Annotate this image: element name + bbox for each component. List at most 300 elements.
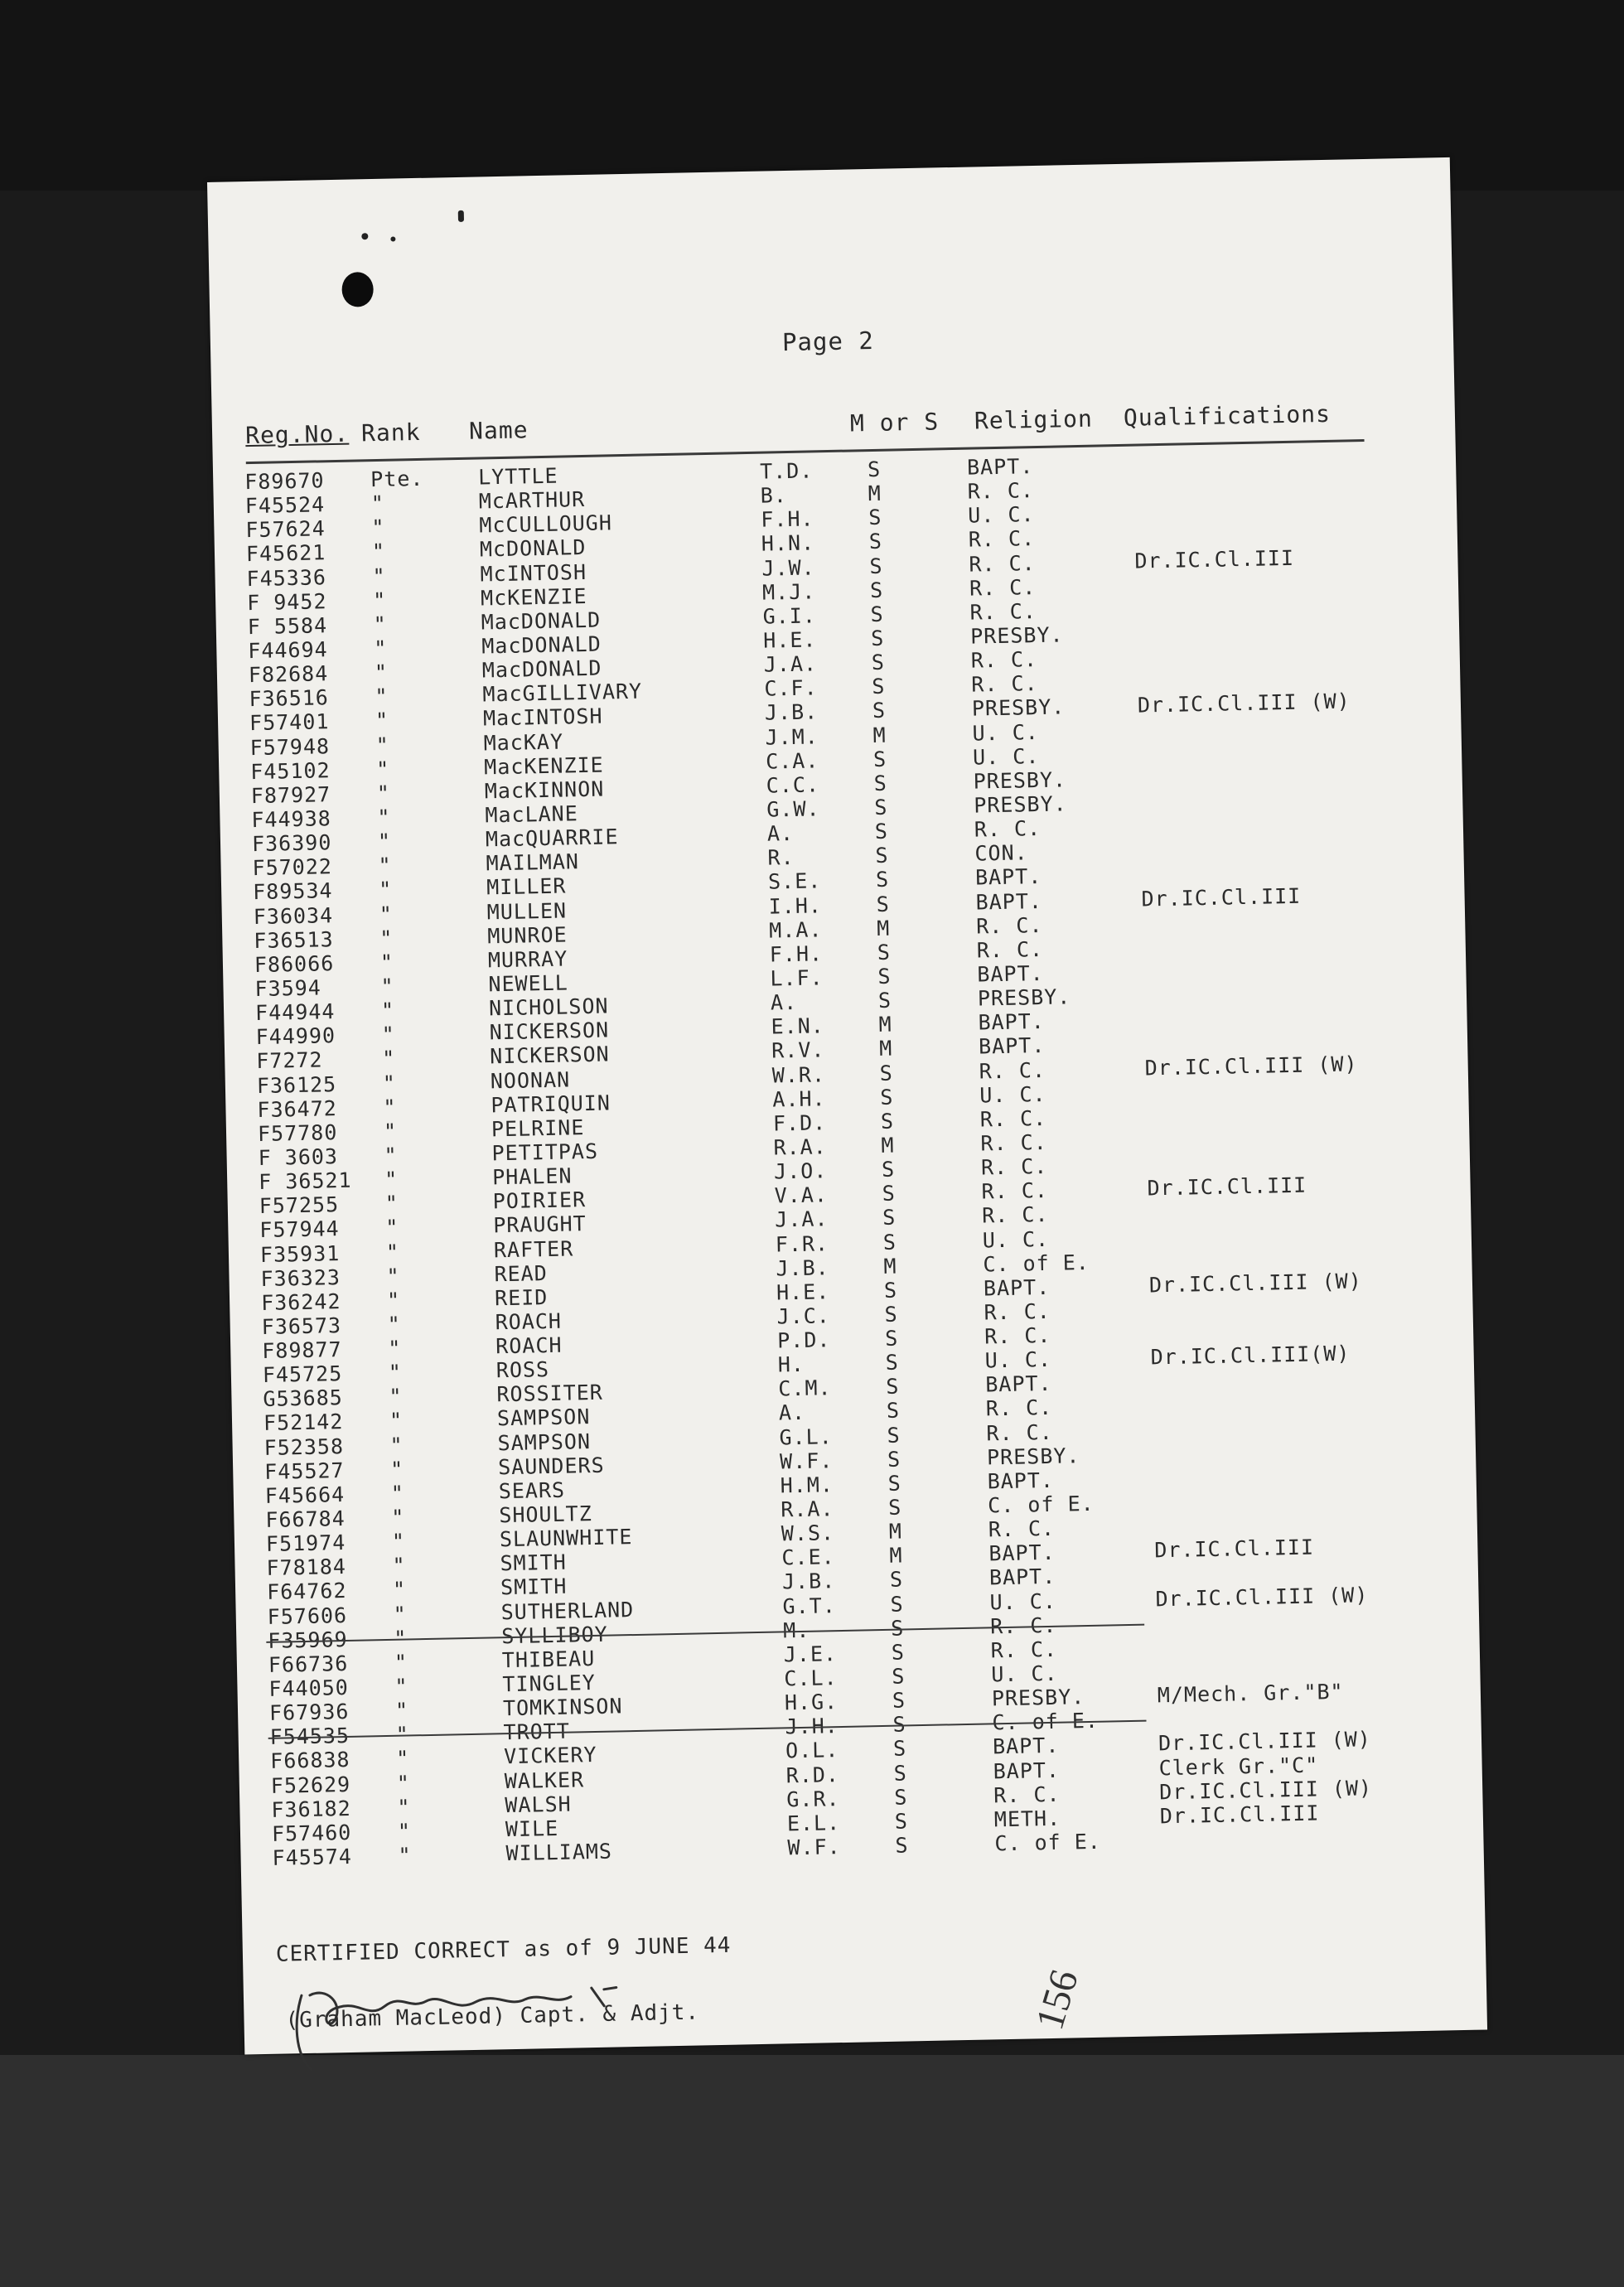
marital-status-cell: S	[873, 771, 888, 795]
religion-cell: METH.	[993, 1806, 1061, 1832]
reg-no-cell: F51974	[265, 1530, 346, 1557]
surname-cell: NOONAN	[490, 1066, 571, 1093]
marital-status-cell: S	[874, 819, 889, 844]
religion-cell: PRESBY.	[971, 694, 1066, 722]
reg-no-cell: F67936	[268, 1700, 350, 1726]
religion-cell: BAPT.	[987, 1467, 1055, 1494]
reg-no-cell: F45102	[249, 757, 331, 784]
surname-cell: PETITPAS	[491, 1139, 599, 1166]
roster-table	[213, 454, 1373, 1871]
initials-cell: J.M.	[765, 723, 819, 750]
religion-cell: R. C.	[980, 1153, 1048, 1180]
initials-cell: G.W.	[766, 796, 820, 822]
column-header-religion: Religion	[974, 404, 1094, 435]
marital-status-cell: M	[878, 1012, 892, 1037]
surname-cell: READ	[494, 1260, 549, 1286]
marital-status-cell: S	[891, 1640, 906, 1665]
rank-cell: "	[379, 902, 394, 926]
religion-cell: R. C.	[981, 1178, 1049, 1204]
initials-cell: R.A.	[781, 1496, 834, 1522]
marital-status-cell: S	[887, 1495, 902, 1520]
initials-cell: J.H.	[785, 1714, 839, 1739]
rank-cell: "	[392, 1577, 407, 1603]
initials-cell: G.R.	[786, 1786, 840, 1812]
initials-cell: C.A.	[765, 748, 819, 774]
reg-no-cell: F54535	[269, 1724, 350, 1750]
marital-status-cell: M	[881, 1133, 895, 1158]
reg-no-cell: F89670	[244, 468, 325, 495]
rank-cell: "	[391, 1529, 406, 1554]
marital-status-cell: S	[882, 1205, 897, 1231]
initials-cell: F.H.	[761, 506, 814, 532]
rank-cell: "	[383, 1119, 398, 1144]
reg-no-cell: F57606	[267, 1603, 348, 1629]
reg-no-cell: F52358	[263, 1434, 345, 1460]
religion-cell: C. of E.	[983, 1250, 1090, 1277]
rank-cell: "	[388, 1360, 403, 1385]
marital-status-cell: S	[892, 1688, 906, 1713]
marital-status-cell: S	[880, 1109, 895, 1134]
surname-cell: SLAUNWHITE	[499, 1525, 633, 1552]
marital-status-cell: M	[883, 1254, 897, 1279]
surname-cell: SUTHERLAND	[500, 1597, 635, 1624]
surname-cell: SEARS	[498, 1477, 566, 1504]
rank-cell: "	[375, 733, 390, 757]
initials-cell: H.G.	[784, 1690, 839, 1715]
surname-cell: McINTOSH	[480, 559, 587, 587]
marital-status-cell: M	[876, 916, 891, 940]
religion-cell: C. of E.	[994, 1829, 1102, 1856]
rank-cell: "	[393, 1602, 408, 1627]
rank-cell: "	[375, 757, 390, 781]
initials-cell: F.D.	[772, 1110, 827, 1136]
initials-cell: G.I.	[762, 603, 817, 629]
religion-cell: U. C.	[982, 1226, 1050, 1252]
qualifications-cell: Clerk Gr."C"	[1158, 1753, 1319, 1780]
rank-cell: "	[384, 1143, 398, 1168]
surname-cell: MacQUARRIE	[485, 824, 619, 852]
surname-cell: NICKERSON	[489, 1018, 610, 1045]
initials-cell: J.B.	[776, 1255, 829, 1281]
religion-cell: R. C.	[990, 1637, 1058, 1663]
religion-cell: BAPT.	[993, 1758, 1061, 1783]
surname-cell: WALSH	[505, 1791, 572, 1817]
certification-line: CERTIFIED CORRECT as of 9 JUNE 44	[275, 1932, 732, 1967]
rank-cell: "	[394, 1626, 408, 1651]
rank-cell: "	[378, 853, 392, 878]
marital-status-cell: S	[890, 1616, 905, 1641]
surname-cell: TINGLEY	[502, 1670, 597, 1697]
rank-cell: "	[380, 974, 394, 998]
surname-cell: SAUNDERS	[497, 1453, 605, 1480]
reg-no-cell: F36323	[260, 1264, 341, 1291]
marital-status-cell: M	[889, 1543, 903, 1569]
surname-cell: PHALEN	[491, 1163, 573, 1190]
marital-status-cell: S	[892, 1736, 907, 1762]
rank-cell: "	[380, 998, 395, 1023]
reg-no-cell: G53685	[263, 1385, 344, 1412]
rank-cell: "	[381, 1047, 396, 1071]
qualifications-cell: Dr.IC.Cl.III	[1141, 883, 1302, 911]
rank-cell: "	[387, 1312, 402, 1337]
reg-no-cell: F87927	[250, 781, 331, 808]
reg-no-cell: F36034	[253, 902, 334, 929]
reg-no-cell: F57460	[271, 1820, 352, 1846]
surname-cell: SMITH	[500, 1550, 568, 1576]
reg-no-cell: F44944	[254, 999, 336, 1026]
religion-cell: PRESBY.	[973, 767, 1067, 794]
surname-cell: MURRAY	[487, 946, 568, 973]
surname-cell: ROSS	[495, 1357, 550, 1383]
qualifications-cell: Dr.IC.Cl.III	[1154, 1535, 1315, 1563]
initials-cell: I.H.	[768, 892, 823, 919]
surname-cell: MILLER	[486, 873, 567, 900]
reg-no-cell: F66838	[269, 1748, 350, 1774]
rank-cell: "	[385, 1240, 400, 1264]
surname-cell: ROACH	[495, 1308, 563, 1335]
initials-cell: T.D.	[759, 458, 814, 484]
marital-status-cell: S	[886, 1374, 900, 1400]
reg-no-cell: F36472	[257, 1095, 338, 1122]
reg-no-cell: F36390	[251, 830, 332, 857]
handwritten-margin-note	[1013, 1946, 1114, 2038]
religion-cell: R. C.	[967, 478, 1035, 504]
surname-cell: PATRIQUIN	[491, 1090, 611, 1118]
surname-cell: TOMKINSON	[502, 1694, 623, 1721]
religion-cell: BAPT.	[985, 1371, 1052, 1397]
religion-cell: PRESBY.	[969, 622, 1064, 649]
rank-cell: "	[395, 1722, 409, 1748]
initials-cell: H.M.	[780, 1472, 834, 1498]
reg-no-cell: F64762	[266, 1579, 347, 1605]
column-header-name: Name	[468, 416, 529, 445]
surname-cell: SAMPSON	[496, 1405, 591, 1431]
rank-cell: "	[390, 1481, 405, 1506]
initials-cell: C.L.	[784, 1666, 838, 1691]
rank-cell: "	[397, 1819, 412, 1844]
surname-cell: ROACH	[495, 1332, 563, 1359]
religion-cell: R. C.	[975, 912, 1043, 939]
surname-cell: MacKAY	[483, 729, 564, 755]
ink-speck	[361, 233, 368, 239]
religion-cell: C. of E.	[992, 1709, 1100, 1735]
religion-cell: U. C.	[979, 1081, 1046, 1108]
reg-no-cell: F66736	[268, 1651, 349, 1677]
marital-status-cell: M	[878, 1036, 893, 1061]
qualifications-cell: Dr.IC.Cl.III	[1147, 1173, 1307, 1201]
initials-cell: G.L.	[779, 1424, 834, 1450]
rank-cell: "	[372, 563, 386, 588]
initials-cell: A.	[770, 990, 798, 1015]
initials-cell: H.E.	[776, 1279, 830, 1305]
surname-cell: RAFTER	[493, 1235, 574, 1262]
initials-cell: W.F.	[779, 1448, 834, 1474]
rank-cell: "	[370, 491, 385, 516]
reg-no-cell: F52629	[270, 1772, 351, 1798]
religion-cell: U. C.	[989, 1588, 1057, 1614]
marital-status-cell: S	[887, 1447, 901, 1472]
rank-cell: Pte.	[370, 466, 424, 492]
reg-no-cell: F35969	[268, 1627, 348, 1653]
surname-cell: SAMPSON	[497, 1429, 592, 1455]
qualifications-cell: Dr.IC.Cl.III (W)	[1148, 1269, 1363, 1298]
reg-no-cell: F36513	[254, 926, 334, 953]
rank-cell: "	[376, 781, 391, 805]
column-header-rank: Rank	[360, 418, 421, 447]
initials-cell: C.M.	[778, 1376, 832, 1401]
religion-cell: BAPT.	[975, 888, 1043, 915]
religion-cell: PRESBY.	[986, 1443, 1080, 1470]
qualifications-cell: Dr.IC.Cl.III (W)	[1144, 1051, 1358, 1081]
reg-no-cell: F78184	[266, 1554, 347, 1581]
qualifications-cell: Dr.IC.Cl.III	[1134, 545, 1295, 573]
marital-status-cell: S	[877, 964, 892, 989]
reg-no-cell: F44694	[248, 637, 328, 664]
reg-no-cell: F45664	[264, 1482, 346, 1508]
surname-cell: MacLANE	[485, 801, 579, 828]
religion-cell: R. C.	[979, 1057, 1046, 1084]
initials-cell: J.A.	[763, 651, 818, 677]
qualifications-cell: Dr.IC.Cl.III (W)	[1155, 1582, 1369, 1611]
reg-no-cell: F44990	[255, 1023, 336, 1050]
reg-no-cell: F52142	[263, 1409, 344, 1436]
reg-no-cell: F36182	[271, 1796, 352, 1822]
initials-cell: H.	[777, 1352, 805, 1377]
religion-cell: U. C.	[972, 719, 1040, 746]
marital-status-cell: M	[888, 1519, 903, 1544]
reg-no-cell: F89877	[262, 1337, 342, 1364]
punch-hole	[341, 272, 374, 307]
religion-cell: CON.	[974, 840, 1028, 866]
surname-cell: POIRIER	[492, 1187, 587, 1214]
rank-cell: "	[389, 1409, 404, 1434]
rank-cell: "	[391, 1505, 405, 1530]
marital-status-cell: S	[871, 650, 886, 675]
rank-cell: "	[379, 950, 394, 974]
marital-status-cell: S	[877, 940, 892, 965]
initials-cell: J.E.	[783, 1641, 838, 1667]
religion-cell: BAPT.	[978, 1009, 1046, 1035]
surname-cell: McARTHUR	[478, 487, 586, 514]
religion-cell: R. C.	[993, 1782, 1061, 1808]
rank-cell: "	[394, 1650, 408, 1675]
reg-no-cell: F36125	[256, 1071, 337, 1098]
religion-cell: R. C.	[970, 647, 1038, 673]
reg-no-cell: F57948	[249, 733, 331, 760]
rank-cell: "	[378, 878, 393, 902]
initials-cell: J.W.	[761, 554, 815, 581]
marital-status-cell: S	[892, 1712, 906, 1738]
reg-no-cell: F89534	[252, 878, 333, 905]
marital-status-cell: S	[869, 554, 883, 578]
reg-no-cell: F57022	[252, 854, 333, 881]
rank-cell: "	[371, 515, 385, 540]
marital-status-cell: S	[874, 795, 888, 820]
surname-cell: REID	[494, 1284, 549, 1311]
rank-cell: "	[373, 612, 388, 636]
page-number: Page 2	[781, 326, 875, 357]
marital-status-cell: S	[867, 457, 882, 482]
surname-cell: MacGILLIVARY	[482, 679, 643, 707]
initials-cell: M.	[782, 1617, 810, 1643]
rank-cell: "	[375, 708, 389, 733]
surname-cell: ROSSITER	[496, 1380, 604, 1407]
marital-status-cell: S	[887, 1471, 902, 1496]
initials-cell: F.R.	[775, 1231, 829, 1256]
margin-note-text: 156	[1027, 1965, 1087, 2035]
rank-cell: "	[386, 1288, 401, 1313]
initials-cell: J.O.	[773, 1158, 828, 1184]
marital-status-cell: S	[876, 892, 890, 916]
reg-no-cell: F45524	[244, 492, 326, 519]
reg-no-cell: F36516	[249, 685, 330, 712]
marital-status-cell: S	[890, 1592, 904, 1617]
religion-cell: U. C.	[967, 502, 1035, 528]
marital-status-cell: S	[882, 1181, 897, 1206]
rank-cell: "	[396, 1771, 411, 1796]
rank-cell: "	[384, 1191, 399, 1216]
rank-cell: "	[377, 805, 391, 829]
surname-cell: MacINTOSH	[482, 704, 603, 731]
marital-status-cell: S	[868, 505, 882, 530]
religion-cell: R. C.	[969, 550, 1036, 577]
qualifications-cell: Dr.IC.Cl.III (W)	[1158, 1775, 1373, 1805]
marital-status-cell: S	[872, 747, 887, 771]
qualifications-cell: Dr.IC.Cl.III	[1159, 1801, 1320, 1829]
religion-cell: BAPT.	[977, 960, 1044, 987]
religion-cell: R. C.	[976, 936, 1044, 963]
marital-status-cell: S	[883, 1278, 898, 1303]
initials-cell: C.C.	[766, 772, 820, 798]
reg-no-cell: F36242	[260, 1289, 341, 1315]
initials-cell: C.F.	[764, 675, 818, 701]
reg-no-cell: F44938	[251, 806, 332, 833]
initials-cell: A.	[778, 1400, 806, 1425]
initials-cell: H.E.	[762, 627, 817, 653]
surname-cell: LYTTLE	[477, 463, 558, 490]
rank-cell: "	[388, 1336, 402, 1361]
surname-cell: PRAUGHT	[493, 1211, 587, 1238]
rank-cell: "	[381, 1022, 396, 1047]
marital-status-cell: S	[886, 1399, 901, 1424]
surname-cell: NEWELL	[488, 970, 569, 997]
initials-cell: P.D.	[776, 1327, 831, 1353]
initials-cell: J.B.	[781, 1569, 836, 1594]
surname-cell: MacDONALD	[481, 607, 602, 635]
religion-cell: R. C.	[985, 1395, 1053, 1421]
reg-no-cell: F57780	[257, 1119, 338, 1146]
marital-status-cell: S	[880, 1085, 894, 1110]
marital-status-cell: S	[892, 1664, 906, 1689]
reg-no-cell: F 5584	[247, 613, 328, 639]
rank-cell: "	[379, 926, 394, 950]
surname-cell: SMITH	[500, 1574, 568, 1600]
surname-cell: MULLEN	[486, 898, 568, 924]
initials-cell: R.D.	[785, 1762, 840, 1787]
marital-status-cell: S	[877, 988, 892, 1013]
rank-cell: "	[377, 829, 392, 854]
rank-cell: "	[389, 1433, 404, 1458]
marital-status-cell: S	[893, 1761, 908, 1786]
initials-cell: O.L.	[785, 1738, 839, 1763]
initials-cell: A.	[766, 821, 795, 846]
religion-cell: R. C.	[979, 1105, 1047, 1132]
qualifications-cell: Dr.IC.Cl.III (W)	[1158, 1727, 1372, 1756]
marital-status-cell: S	[870, 626, 885, 651]
initials-cell: H.N.	[761, 530, 815, 557]
religion-cell: R. C.	[974, 816, 1042, 842]
marital-status-cell: M	[872, 723, 887, 747]
surname-cell: NICKERSON	[489, 1042, 610, 1069]
marital-status-cell: S	[882, 1230, 897, 1255]
religion-cell: R. C.	[981, 1202, 1049, 1228]
surname-cell: McKENZIE	[480, 583, 587, 611]
marital-status-cell: S	[872, 699, 887, 723]
initials-cell: V.A.	[774, 1182, 829, 1208]
rank-cell: "	[374, 660, 389, 685]
initials-cell: G.T.	[782, 1593, 837, 1619]
reg-no-cell: F36573	[261, 1313, 342, 1339]
surname-cell: WILLIAMS	[505, 1839, 613, 1866]
religion-cell: C. of E.	[987, 1491, 1095, 1518]
marital-status-cell: S	[875, 868, 890, 892]
rank-cell: "	[374, 636, 388, 661]
surname-cell: VICKERY	[503, 1743, 597, 1769]
reg-no-cell: F82684	[248, 661, 329, 688]
rank-cell: "	[394, 1674, 408, 1699]
rank-cell: "	[389, 1457, 404, 1482]
rank-cell: "	[398, 1843, 412, 1868]
surname-cell: MacDONALD	[481, 631, 602, 659]
religion-cell: PRESBY.	[991, 1685, 1085, 1711]
marital-status-cell: S	[885, 1350, 900, 1376]
marital-status-cell: S	[881, 1157, 896, 1182]
reg-no-cell: F 36521	[258, 1168, 352, 1195]
initials-cell: E.L.	[786, 1810, 841, 1836]
surname-cell: MUNROE	[487, 922, 568, 949]
religion-cell: BAPT.	[966, 454, 1034, 480]
rank-cell: "	[395, 1746, 410, 1772]
marital-status-cell: S	[884, 1326, 899, 1351]
qualifications-cell: Dr.IC.Cl.III(W)	[1150, 1341, 1351, 1370]
initials-cell: R.A.	[773, 1134, 828, 1160]
surname-cell: MacDONALD	[481, 655, 602, 683]
religion-cell: PRESBY.	[973, 791, 1067, 818]
religion-cell: U. C.	[984, 1347, 1052, 1373]
reg-no-cell: F3594	[254, 975, 322, 1001]
ink-speck	[458, 210, 464, 222]
religion-cell: BAPT.	[992, 1733, 1060, 1759]
marital-status-cell: S	[875, 843, 889, 868]
rank-cell: "	[371, 539, 386, 564]
reg-no-cell: F57624	[245, 516, 326, 543]
rank-cell: "	[386, 1264, 400, 1289]
qualifications-cell: M/Mech. Gr."B"	[1157, 1680, 1344, 1708]
reg-no-cell: F57944	[259, 1216, 340, 1243]
column-header-qualifications: Qualifications	[1123, 399, 1332, 432]
reg-no-cell: F 9452	[246, 588, 327, 615]
religion-cell: BAPT.	[978, 1033, 1046, 1059]
surname-cell: MacKINNON	[484, 776, 605, 804]
religion-cell: R. C.	[989, 1613, 1057, 1639]
initials-cell: S.E.	[767, 868, 822, 894]
rank-cell: "	[392, 1553, 406, 1579]
initials-cell: R.	[767, 845, 795, 870]
surname-cell: TROTT	[503, 1719, 571, 1745]
initials-cell: F.H.	[769, 941, 824, 967]
rank-cell: "	[372, 587, 387, 612]
signatory-line: (Graham MacLeod) Capt. & Adjt.	[285, 1999, 700, 2033]
